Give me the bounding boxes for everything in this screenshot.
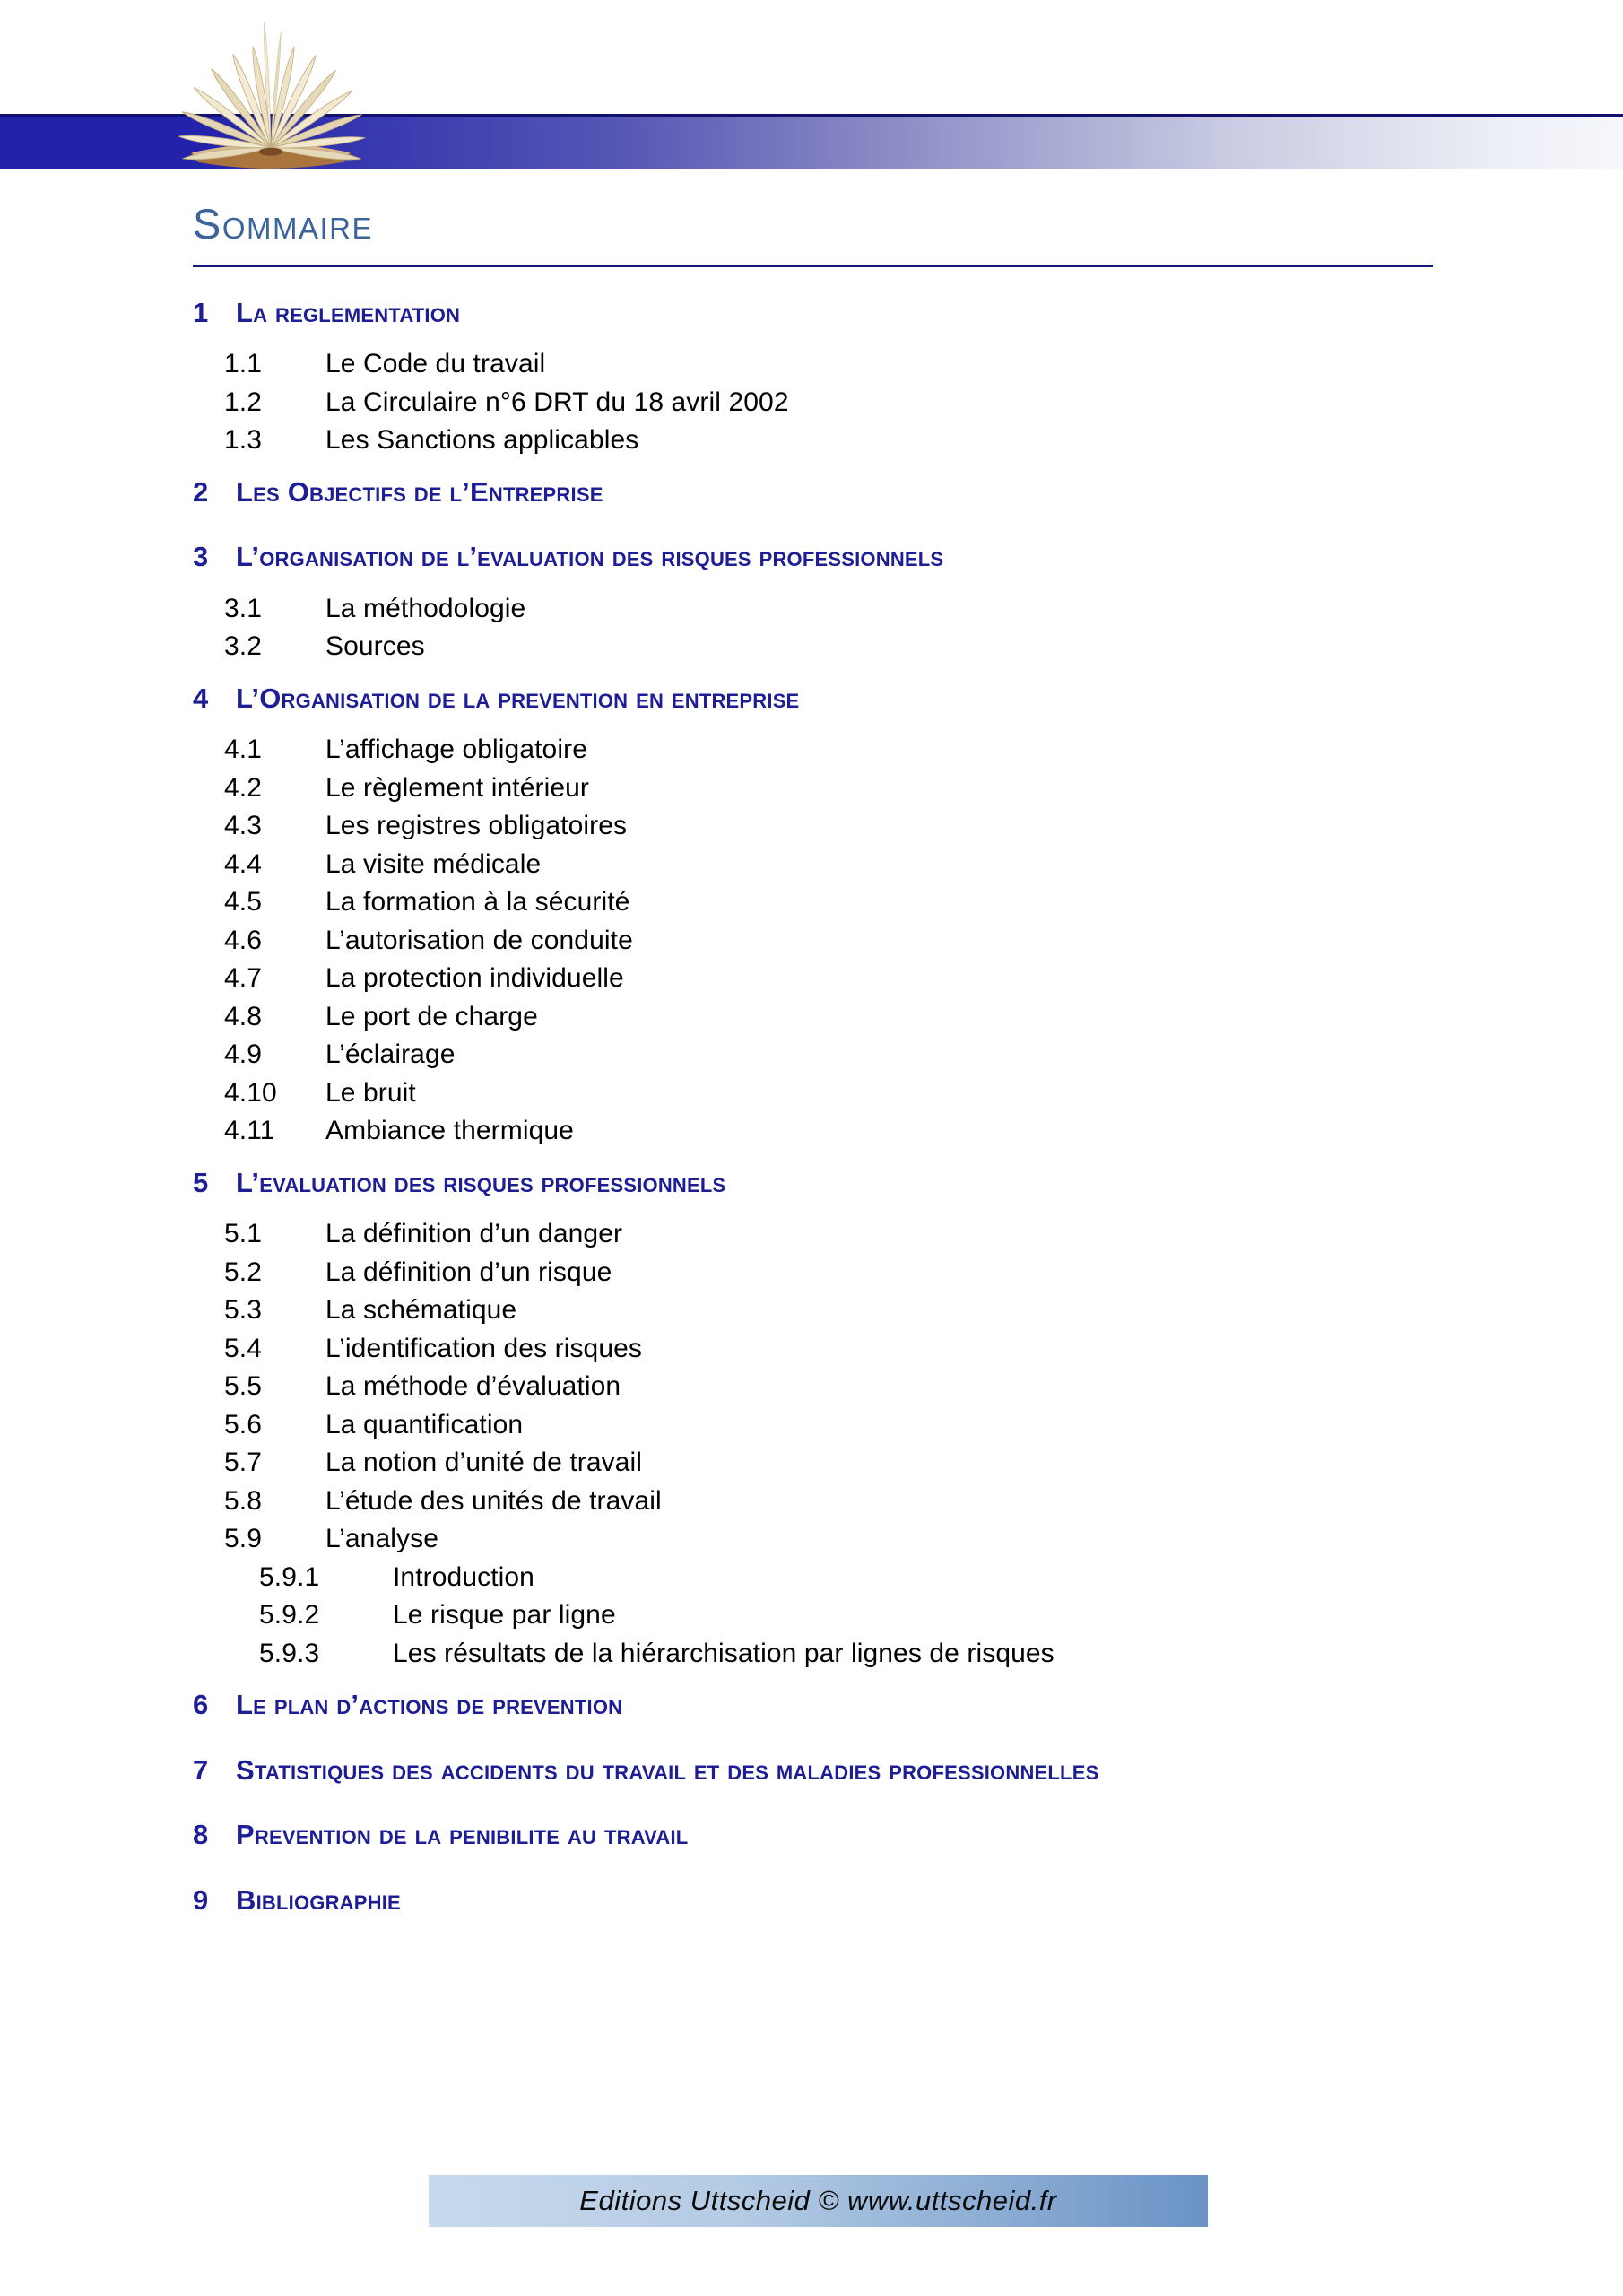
toc-item-text: Le Code du travail [325,349,546,379]
toc-item-number: 4.9 [224,1039,263,1070]
toc-item [224,1112,1448,1151]
toc-item-text: Les Sanctions applicables [325,425,639,456]
toc-item-number: 5.6 [224,1409,263,1439]
toc-item [224,998,1448,1037]
toc-item [224,883,1448,922]
toc-item [224,1483,1448,1521]
toc-item-text: Les registres obligatoires [325,811,628,841]
toc-section-title: Prevention de la penibilite au travail [236,1819,689,1851]
toc-section-heading [193,281,1448,346]
toc-item-text: La définition d’un risque [325,1257,612,1287]
toc-item-text: L’analyse [325,1524,438,1554]
toc-item-text: Le bruit [325,1077,416,1108]
toc-item-number: 4.3 [224,811,263,841]
toc-section-number: 4 [193,682,209,714]
toc-item-text: Le port de charge [325,1001,538,1031]
toc-item-number: 5.7 [224,1448,263,1478]
toc-item [224,731,1448,770]
toc-item [224,1330,1448,1369]
toc-item-number: 5.5 [224,1371,263,1402]
main-content [193,201,1448,1933]
toc-item-number: 5.4 [224,1333,263,1363]
toc-section-title: Les Objectifs de l’Entreprise [236,475,603,508]
toc-item [224,1036,1448,1074]
toc-section-number: 8 [193,1819,209,1851]
toc-item-text: La définition d’un danger [325,1219,623,1249]
open-book-icon [151,16,391,170]
toc-item-text: La protection individuelle [325,963,624,994]
toc-item [224,1444,1448,1483]
toc-item-number: 1.3 [224,425,263,456]
toc-item [224,770,1448,808]
toc-section-title: L’organisation de l’evaluation des risques professionnels [236,541,944,573]
toc-item-text: Sources [325,631,425,662]
toc-section-number: 5 [193,1166,209,1198]
toc-item [224,1520,1448,1559]
toc-item-text: La quantification [325,1409,524,1439]
toc-item [224,1254,1448,1292]
toc-item-number: 1.2 [224,387,263,417]
toc-item [259,1559,1448,1597]
toc-item-number: 3.1 [224,593,263,623]
toc-item [259,1635,1448,1674]
toc-item-text: L’éclairage [325,1039,456,1070]
toc-item [224,1215,1448,1254]
toc-item-number: 4.8 [224,1001,263,1031]
toc-item-number: 5.9.1 [259,1561,320,1592]
toc-item-number: 4.5 [224,887,263,918]
toc-item-number: 4.10 [224,1077,277,1108]
toc-item-number: 5.9 [224,1524,263,1554]
toc-section-heading [193,1673,1448,1738]
toc-item [224,384,1448,422]
toc-section-heading [193,460,1448,526]
toc-item-text: La formation à la sécurité [325,887,630,918]
toc-section-heading [193,666,1448,732]
toc-section-number: 7 [193,1753,209,1786]
toc-item-text: L’étude des unités de travail [325,1485,662,1516]
toc-item-number: 5.2 [224,1257,263,1287]
toc-item-text: L’affichage obligatoire [325,735,587,765]
toc-section-heading [193,1868,1448,1934]
toc-item [224,422,1448,460]
toc-item-number: 5.3 [224,1295,263,1326]
toc-item-text: Ambiance thermique [325,1116,574,1146]
toc-item-number: 5.1 [224,1219,263,1249]
toc-item-number: 4.7 [224,963,263,994]
title-rule [193,265,1433,267]
toc-item [224,1074,1448,1113]
toc-section-title: L’evaluation des risques professionnels [236,1166,726,1198]
toc-item-number: 4.11 [224,1116,275,1146]
toc-item [224,590,1448,629]
toc-item-number: 5.9.3 [259,1638,320,1668]
toc-item-text: Les résultats de la hiérarchisation par lignes de risques [393,1638,1055,1668]
toc-section-number: 9 [193,1883,209,1916]
toc-item-text: La visite médicale [325,848,542,879]
toc-item [224,960,1448,998]
footer-text: Editions Uttscheid © www.uttscheid.fr [579,2185,1057,2216]
toc-item-text: La schématique [325,1295,517,1326]
toc-section-title: Le plan d’actions de prevention [236,1689,623,1721]
footer-bar [429,2175,1208,2227]
toc-item-number: 4.4 [224,848,263,879]
toc-item-number: 1.1 [224,349,263,379]
toc-item [259,1596,1448,1635]
toc-item-number: 4.1 [224,735,263,765]
toc-item [224,807,1448,846]
page-title: Sommaire [193,200,374,248]
toc-item [224,922,1448,961]
toc-item [224,345,1448,384]
toc-section-number: 2 [193,475,209,508]
toc-item [224,1292,1448,1330]
toc-item-number: 3.2 [224,631,263,662]
toc-item-text: La méthodologie [325,593,526,623]
toc-section-heading [193,525,1448,590]
toc-item [224,628,1448,666]
toc-section-heading [193,1803,1448,1868]
toc-item [224,846,1448,884]
toc-item-text: Le risque par ligne [393,1600,616,1631]
toc-section-number: 3 [193,541,209,573]
toc-item-text: La méthode d’évaluation [325,1371,621,1402]
toc-section-title: Statistiques des accidents du travail et des maladies professionnelles [236,1753,1099,1786]
toc-section-number: 6 [193,1689,209,1721]
toc-section-heading [193,1151,1448,1216]
toc-item-text: La notion d’unité de travail [325,1448,643,1478]
toc-item-number: 4.2 [224,772,263,803]
toc-section-title: L’Organisation de la prevention en entreprise [236,682,800,714]
toc-section-heading [193,1738,1448,1804]
toc-item-text: La Circulaire n°6 DRT du 18 avril 2002 [325,387,789,417]
toc-item-text: Introduction [393,1561,534,1592]
toc-section-title: Bibliographie [236,1883,401,1916]
toc [193,281,1448,1934]
toc-item-number: 5.8 [224,1485,263,1516]
toc-section-title: La reglementation [236,296,461,328]
toc-item-text: Le règlement intérieur [325,772,590,803]
toc-item-text: L’identification des risques [325,1333,643,1363]
toc-item-number: 4.6 [224,925,263,955]
toc-item [224,1406,1448,1445]
toc-item-text: L’autorisation de conduite [325,925,633,955]
toc-item-number: 5.9.2 [259,1600,320,1631]
toc-item [224,1368,1448,1406]
toc-section-number: 1 [193,296,209,328]
